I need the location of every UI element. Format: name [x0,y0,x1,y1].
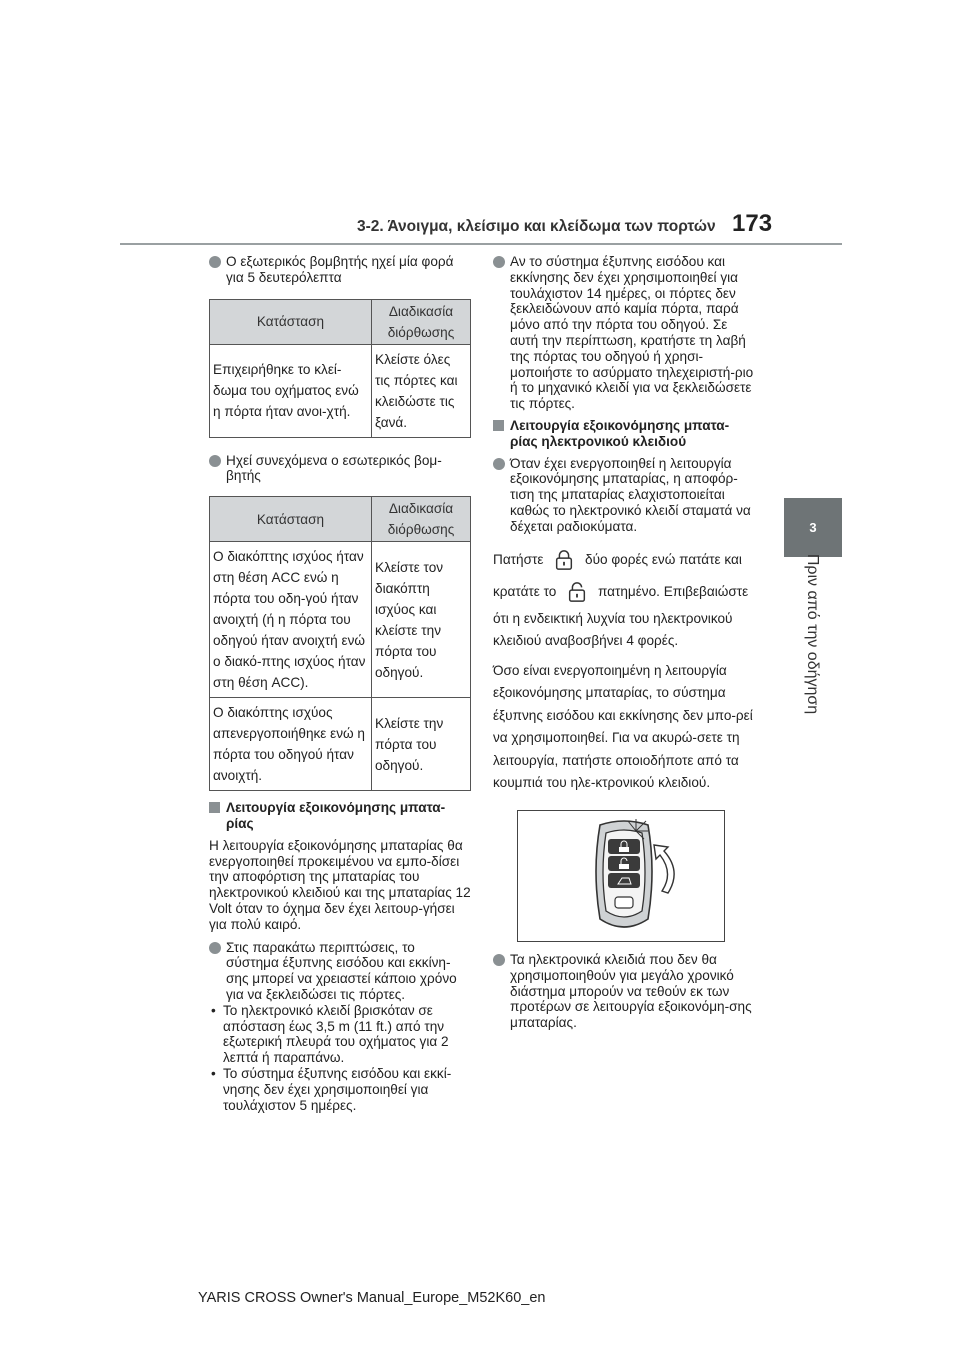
page-number: 173 [732,210,773,237]
chapter-title: Πριν από την οδήγηση [804,553,821,715]
table-cell-state: Ο διακόπτης ισχύος απενεργοποιήθηκε ενώ η πόρτα του οδηγού ήταν ανοιχτή. [210,698,372,791]
right-column-bottom [493,952,755,1031]
key-saving-heading: Λειτουργία εξοικονόμησης μπατα-ρίας ηλεκτρονικού κλειδιού [493,418,755,450]
hold-instruction [493,579,755,605]
press-text-a: Πατήστε [493,551,544,567]
table-header-fix: Διαδικασία διόρθωσης [372,497,471,542]
section-title: 3-2. Άνοιγμα, κλείσιμο και κλείδωμα των πορτών [357,218,716,235]
press-text-b: δύο φορές ενώ πατάτε και [585,551,742,567]
buzzer-outer-bullet: Ο εξωτερικός βομβητής ηχεί μία φορά για 5 δευτερόλεπτα [209,254,471,286]
electronic-key-icon [518,811,724,941]
right-column [493,254,755,795]
table-row [210,344,471,437]
delay-bullet: Στις παρακάτω περιπτώσεις, το σύστημα έξυπνης εισόδου και εκκίνη-σης μπορεί να χρειαστεί κάποιο χρόνο για να ξεκλειδώσει τις πόρτες. [209,940,471,1003]
table-header-state: Κατάσταση [210,497,372,542]
sub-bullet-distance: • Το ηλεκτρονικό κλειδί βρισκόταν σε απόσταση έως 3,5 m (11 ft.) από την εξωτερική πλευρά του οχήματος για 2 λεπτά ή παραπάνω. [209,1003,471,1066]
unused-14-days-bullet: Αν το σύστημα έξυπνης εισόδου και εκκίνησης δεν έχει χρησιμοποιηθεί για τουλάχιστον 14 ημέρες, οι πόρτες δεν ξεκλειδώνουν από καμία πόρτα, παρά μόνο από την πόρτα του οδηγού. Σε αυτή την περίπτωση, κρατήστε τη λαβή της πόρτας του οδηγού ή χρησι-μοποιήστε το ασύρματο τηλεχειριστή-ριο ή το μηχανικό κλειδί για να ξεκλειδώσετε τις πόρτες. [493,254,755,412]
table-outer-buzzer [209,299,471,438]
press-instruction [493,547,755,573]
active-mode-text: Όσο είναι ενεργοποιημένη η λειτουργία εξοικονόμησης μπαταρίας, το σύστημα έξυπνης εισόδου και εκκίνησης δεν μπο-ρεί να χρησιμοποιηθεί. Για να ακυρώ-σετε τη λειτουργία, πατήστε οποιοδήποτε από τα κουμπιά του ηλε-κτρονικού κλειδιού. [493,662,753,791]
table-header-state: Κατάσταση [210,299,372,344]
chapter-tab [784,498,842,557]
table-header-fix: Διαδικασία διόρθωσης [372,299,471,344]
hold-text-b: πατημένο. Επιβεβαιώστε [597,583,749,599]
key-saving-bullet: Όταν έχει ενεργοποιηθεί η λειτουργία εξοικονόμησης μπαταρίας, η αποφόρ-τιση της μπαταρίας ελαχιστοποιείται καθώς το ηλεκτρονικό κλειδί σταματά να δέχεται ραδιοκύματα. [493,456,755,535]
unlock-icon [566,581,588,603]
table-row [210,542,471,698]
left-column [209,254,471,1113]
lock-icon [553,549,575,571]
chapter-number: 3 [809,520,817,535]
battery-saving-heading: Λειτουργία εξοικονόμησης μπατα-ρίας [209,800,471,832]
table-cell-fix: Κλείστε την πόρτα του οδηγού. [372,698,471,791]
confirm-text: ότι η ενδεικτική λυχνία του ηλεκτρονικού κλειδιού αναβοσβήνει 4 φορές. [493,610,733,649]
battery-saving-text: Η λειτουργία εξοικονόμησης μπαταρίας θα ενεργοποιηθεί προκειμένου να εμπο-δίσει την αποφόρτιση της μπαταρίας του ηλεκτρονικού κλειδιού και της μπαταρίας 12 Volt όταν το όχημα δεν έχει λειτουρ-γήσει για πολύ καιρό. [209,837,471,932]
table-inner-buzzer [209,496,471,791]
electronic-key-figure [517,810,725,942]
table-cell-fix: Κλείστε όλες τις πόρτες και κλειδώστε τις ξανά. [372,344,471,437]
table-row [210,698,471,791]
sub-bullet-unused: • Το σύστημα έξυπνης εισόδου και εκκί-νησης δεν έχει χρησιμοποιηθεί για τουλάχιστον 5 ημέρες. [209,1066,471,1113]
table-cell-state: Ο διακόπτης ισχύος ήταν στη θέση ACC ενώ η πόρτα του οδη-γού ήταν ανοιχτή (ή η πόρτα του οδηγού ήταν ανοιχτή ενώ ο διακό-πτης ισχύος ήταν στη θέση ACC). [210,542,372,698]
header-rule [120,243,842,245]
long-term-storage-bullet: Τα ηλεκτρονικά κλειδιά που δεν θα χρησιμοποιηθούν για μεγάλο χρονικό διάστημα μπορούν να τεθούν εκ των προτέρων σε λειτουργία εξοικονόμη-σης μπαταρίας. [493,952,755,1031]
table-cell-state: Επιχειρήθηκε το κλεί-δωμα του οχήματος ενώ η πόρτα ήταν ανοι-χτή. [210,344,372,437]
buzzer-inner-bullet: Ηχεί συνεχόμενα ο εσωτερικός βομ-βητής [209,453,471,485]
footer-text: YARIS CROSS Owner's Manual_Europe_M52K60_en [198,1290,546,1306]
table-cell-fix: Κλείστε τον διακόπτη ισχύος και κλείστε την πόρτα του οδηγού. [372,542,471,698]
hold-text-a: κρατάτε το [493,583,557,599]
